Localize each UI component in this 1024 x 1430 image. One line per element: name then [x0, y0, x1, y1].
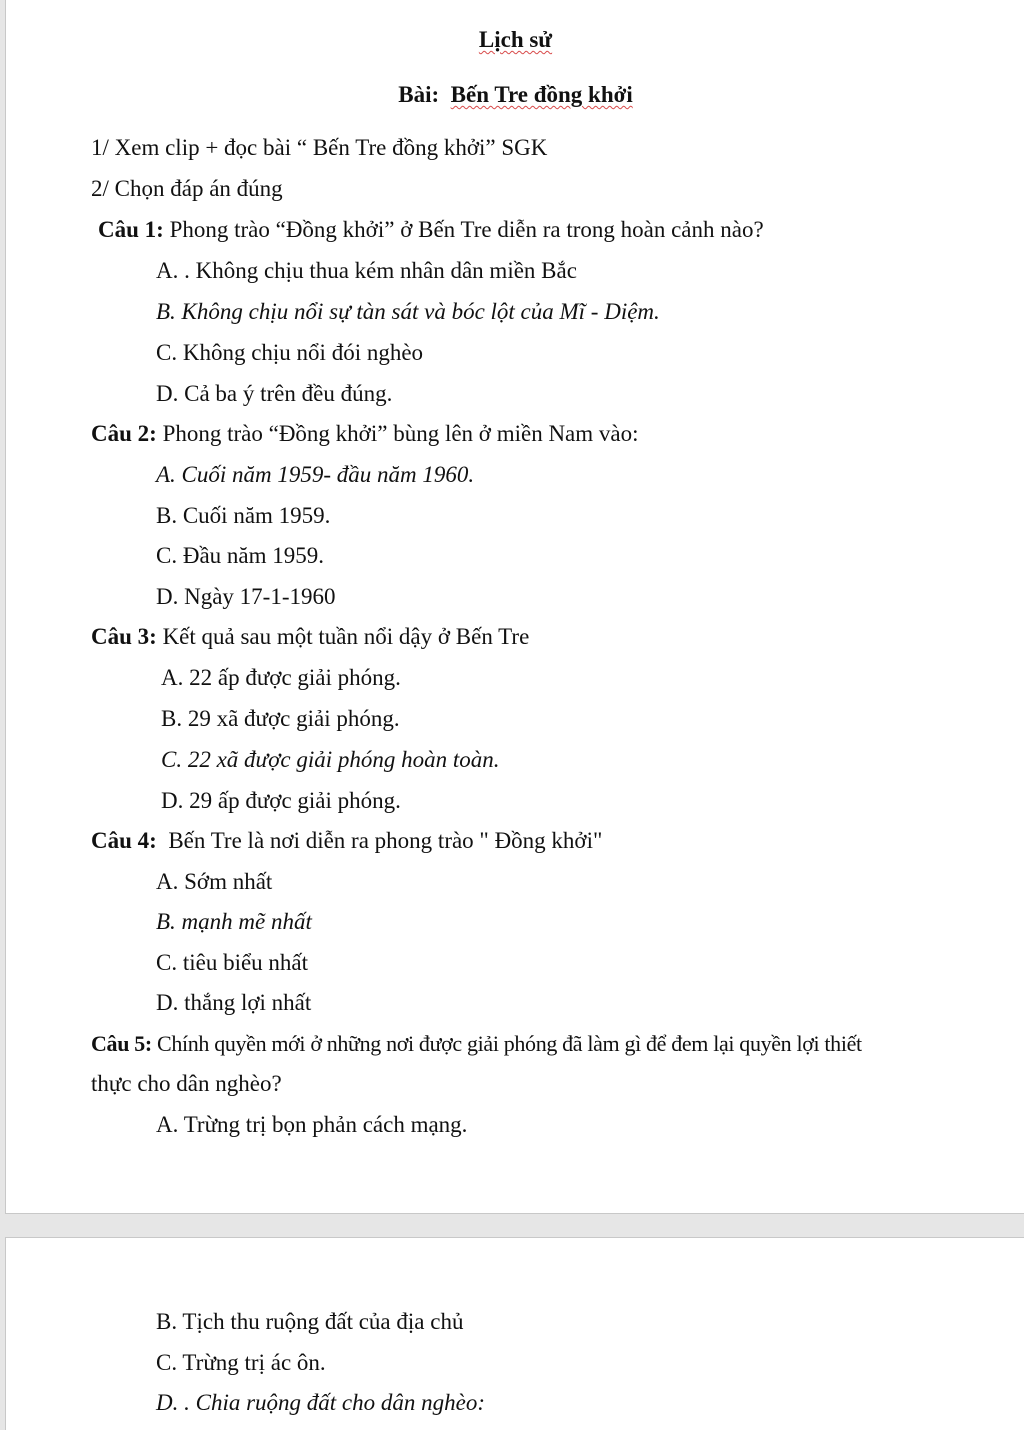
question-label: Câu 4:: [91, 828, 157, 853]
q5-option-b: B. Tịch thu ruộng đất của địa chủ: [156, 1309, 464, 1334]
question-label: Câu 1:: [98, 217, 164, 242]
q4-option-d: D. thắng lợi nhất: [156, 990, 312, 1015]
q5-option-d: D. . Chia ruộng đất cho dân nghèo:: [156, 1390, 486, 1415]
question-4: [91, 826, 602, 856]
document-page-2: [5, 1237, 1024, 1430]
question-5: [91, 1029, 862, 1059]
lesson-label: Bài:: [398, 82, 440, 107]
question-2: [91, 419, 639, 449]
document-page-1: [5, 0, 1024, 1214]
q4-option-c: C. tiêu biểu nhất: [156, 950, 309, 975]
question-text: Bến Tre là nơi diễn ra phong trào " Đồng khởi": [168, 828, 603, 853]
question-1: [98, 215, 764, 245]
q5-option-a: A. Trừng trị bọn phản cách mạng.: [156, 1112, 468, 1137]
instruction-2: 2/ Chọn đáp án đúng: [91, 176, 283, 201]
question-text: Kết quả sau một tuần nổi dậy ở Bến Tre: [162, 624, 530, 649]
q4-option-b: B. mạnh mẽ nhất: [156, 909, 312, 934]
question-5-continued: thực cho dân nghèo?: [91, 1071, 282, 1096]
q2-option-b: B. Cuối năm 1959.: [156, 503, 331, 528]
q1-option-a: A. . Không chịu thua kém nhân dân miền Bắc: [156, 258, 577, 283]
question-label: Câu 2:: [91, 421, 157, 446]
subject-heading: Lịch sử: [478, 27, 553, 52]
q3-option-c: C. 22 xã được giải phóng hoàn toàn.: [161, 747, 500, 772]
q2-option-c: C. Đầu năm 1959.: [156, 543, 325, 568]
question-3: [91, 622, 529, 652]
question-label: Câu 3:: [91, 624, 157, 649]
question-text: Phong trào “Đồng khởi” ở Bến Tre diễn ra trong hoàn cảnh nào?: [169, 217, 764, 242]
q2-option-a: A. Cuối năm 1959- đầu năm 1960.: [156, 462, 475, 487]
q3-option-d: D. 29 ấp được giải phóng.: [161, 788, 401, 813]
q3-option-b: B. 29 xã được giải phóng.: [161, 706, 400, 731]
question-label: Câu 5:: [91, 1031, 152, 1056]
q3-option-a: A. 22 ấp được giải phóng.: [161, 665, 401, 690]
question-text: Chính quyền mới ở những nơi được giải phóng đã làm gì để đem lại quyền lợi thiết: [157, 1031, 862, 1056]
q1-option-c: C. Không chịu nổi đói nghèo: [156, 340, 424, 365]
q4-option-a: A. Sớm nhất: [156, 869, 273, 894]
q1-option-d: D. Cả ba ý trên đều đúng.: [156, 381, 393, 406]
question-text: Phong trào “Đồng khởi” bùng lên ở miền Nam vào:: [162, 421, 639, 446]
q2-option-d: D. Ngày 17-1-1960: [156, 584, 336, 609]
q1-option-b: B. Không chịu nổi sự tàn sát và bóc lột của Mĩ - Diệm.: [156, 299, 660, 324]
q5-option-c: C. Trừng trị ác ôn.: [156, 1350, 326, 1375]
lesson-heading: [6, 80, 1024, 110]
instruction-1: 1/ Xem clip + đọc bài “ Bến Tre đồng khởi” SGK: [91, 135, 548, 160]
lesson-title: Bến Tre đồng khởi: [450, 82, 633, 107]
